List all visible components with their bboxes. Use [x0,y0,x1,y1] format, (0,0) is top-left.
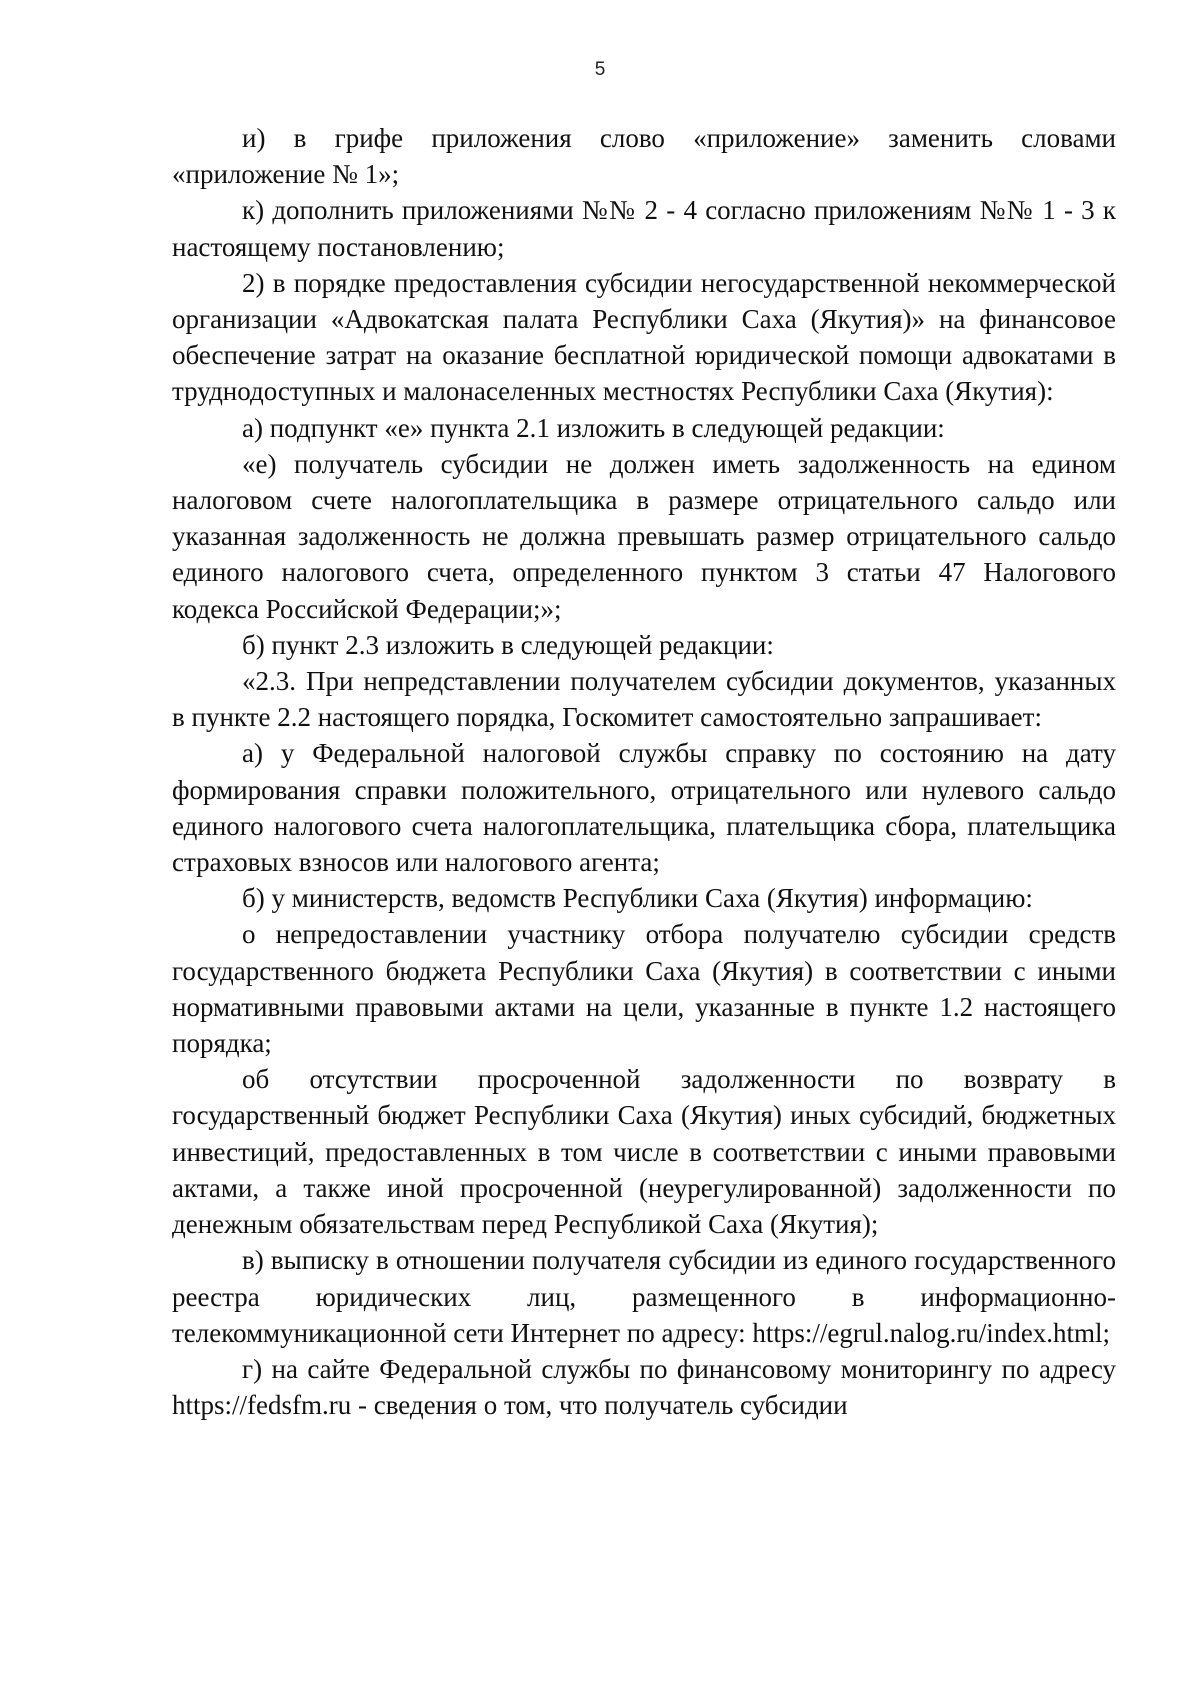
paragraph-request-g: г) на сайте Федеральной службы по финансовому мониторингу по адресу https://fedsfm.ru - сведения о том, что получатель субсидии [172,1353,1116,1421]
paragraph-subitem-a: а) подпункт «е» пункта 2.1 изложить в следующей редакции: [242,412,945,443]
document-body [172,120,1116,1423]
page-number: 5 [594,59,606,80]
paragraph-subitem-b: б) пункт 2.3 изложить в следующей редакции: [242,629,774,660]
paragraph-quote-2-3: «2.3. При непредставлении получателем субсидии документов, указанных в пункте 2.2 настоящего порядка, Госкомитет самостоятельно запрашивает: [172,666,1116,733]
paragraph-point-2: 2) в порядке предоставления субсидии негосударственной некоммерческой организации «Адвокатская палата Республики Саха (Якутия)» на финансовое обеспечение затрат на оказание бесплатной юридической помощи адвокатами в труднодоступных и малонаселенных местностях Республики Саха (Якутия): [172,267,1116,407]
paragraph-item-i: и) в грифе приложения слово «приложение» заменить словами «приложение № 1»; [172,123,1116,190]
paragraph-quote-e: «е) получатель субсидии не должен иметь задолженность на едином налоговом счете налогоплательщика в размере отрицательного сальдо или указанная задолженность не должна превышать размер отрицательного сальдо единого налогового счета, определенного пунктом 3 статьи 47 Налогового кодекса Российской Федерации;»; [172,448,1116,624]
paragraph-request-v: в) выписку в отношении получателя субсидии из единого государственного реестра юридических лиц, размещенного в информационно-телекоммуникационной сети Интернет по адресу: https://egrul.nalog.ru/index.html; [172,1245,1116,1348]
paragraph-no-overdue-debt: об отсутствии просроченной задолженности по возврату в государственный бюджет Республики Саха (Якутия) иных субсидий, бюджетных инвестиций, предоставленных в том числе в соответствии с иными правовыми актами, а также иной просроченной (неурегулированной) задолженности по денежным обязательствам перед Республикой Саха (Якутия); [172,1064,1116,1240]
paragraph-request-a: а) у Федеральной налоговой службы справку по состоянию на дату формирования справки положительного, отрицательного или нулевого сальдо единого налогового счета налогоплательщика, плательщика сбора, плательщика страховых взносов или налогового агента; [172,738,1116,878]
paragraph-request-b: б) у министерств, ведомств Республики Саха (Якутия) информацию: [242,883,1033,914]
paragraph-item-k: к) дополнить приложениями №№ 2 - 4 согласно приложениям №№ 1 - 3 к настоящему постановлению; [172,195,1116,262]
paragraph-nonprovision: о непредоставлении участнику отбора получателю субсидии средств государственного бюджета Республики Саха (Якутия) в соответствии с иными нормативными правовыми актами на цели, указанные в пункте 1.2 настоящего порядка; [172,919,1116,1059]
